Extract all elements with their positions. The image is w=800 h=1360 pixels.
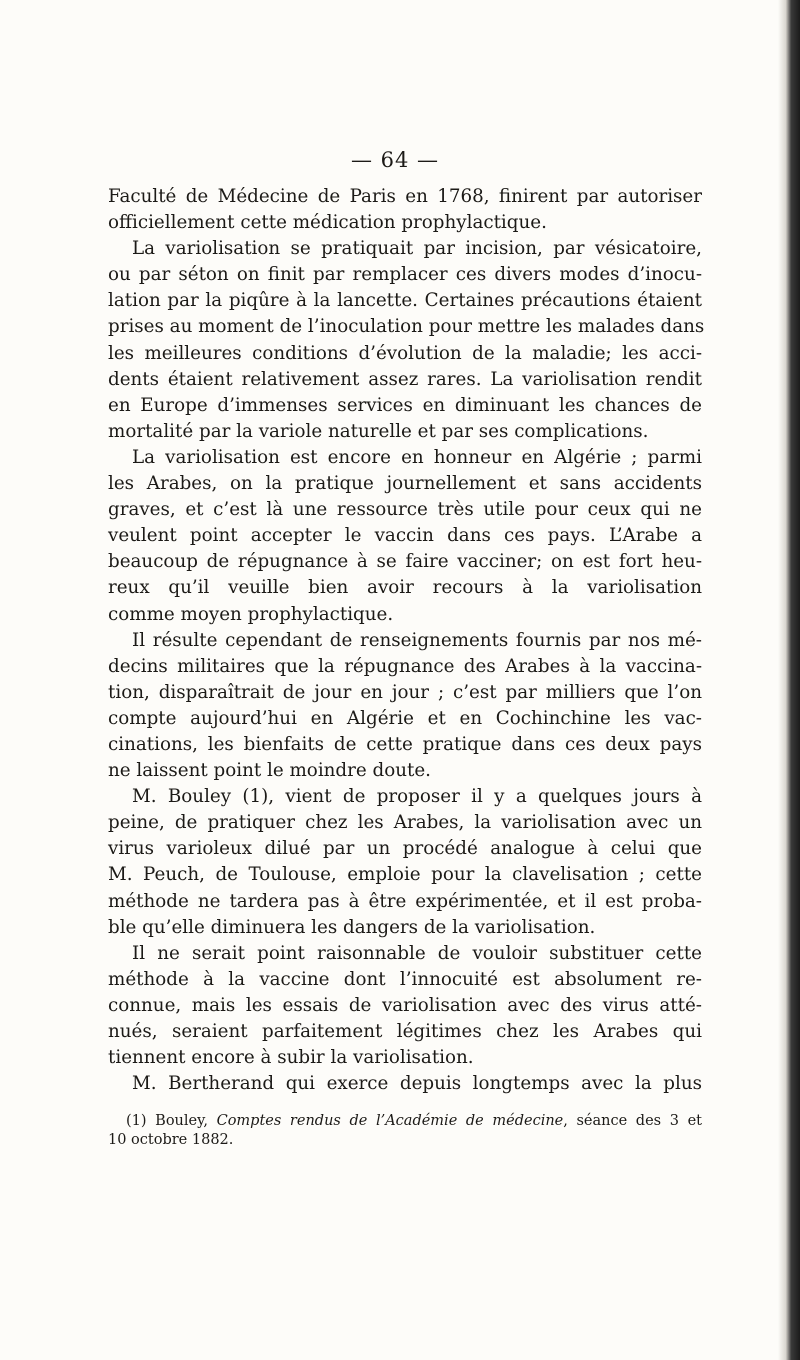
text-line: La variolisation est encore en honneur en Algérie ; parmi [132,446,702,468]
text-line: Il résulte cependant de renseignements fournis par nos mé- [132,629,702,651]
text-line: comme moyen prophylactique. [108,603,394,625]
text-line: La variolisation se pratiquait par incision, par vésicatoire, [132,238,702,260]
text-line: M. Peuch, de Toulouse, emploie pour la clavelisation ; cette [108,864,702,886]
text-line: beaucoup de répugnance à se faire vacciner; on est fort heu- [108,551,702,573]
text-line: méthode à la vaccine dont l’innocuité est absolument re- [108,968,702,990]
text-line: ble qu’elle diminuera les dangers de la variolisation. [108,916,596,938]
text-line: decins militaires que la répugnance des Arabes à la vaccina- [108,655,702,677]
text-line: lation par la piqûre à la lancette. Certaines précautions étaient [108,290,702,312]
text-line: dents étaient relativement assez rares. La variolisation rendit [108,368,702,390]
text-line: méthode ne tardera pas à être expérimentée, et il est proba- [108,890,702,912]
text-line: nués, seraient parfaitement légitimes chez les Arabes qui [108,1021,702,1042]
footnote-rest: , séance des 3 et [563,1113,702,1129]
text-line: cinations, les bienfaits de cette pratique dans ces deux pays [108,733,702,755]
text-line: M. Bertherand qui exerce depuis longtemps avec la plus [132,1073,702,1095]
text-line: graves, et c’est là une ressource très utile pour ceux qui ne [108,499,702,521]
book-spine-edge [778,0,800,1360]
text-line: connue, mais les essais de variolisation avec des virus atté- [108,994,702,1016]
footnote [108,1112,702,1150]
text-line: compte aujourd’hui en Algérie et en Cochinchine les vac- [108,707,702,729]
text-line: les Arabes, on la pratique journellement et sans accidents [108,473,702,495]
page-number: — 64 — [350,148,440,172]
text-line: tiennent encore à subir la variolisation. [108,1047,474,1069]
footnote-line: 10 octobre 1882. [108,1132,234,1148]
text-line: veulent point accepter le vaccin dans ces pays. L’Arabe a [108,525,702,547]
text-line: Faculté de Médecine de Paris en 1768, finirent par autoriser [108,186,702,207]
text-line: peine, de pratiquer chez les Arabes, la variolisation avec un [108,812,702,834]
text-line: en Europe d’immenses services en diminuant les chances de [108,394,702,416]
text-line: prises au moment de l’inoculation pour mettre les malades dans [108,316,705,338]
text-line: Il ne serait point raisonnable de vouloir substituer cette [132,942,702,964]
text-line: ou par séton on finit par remplacer ces divers modes d’inocu- [108,264,702,286]
text-line: officiellement cette médication prophylactique. [108,212,547,234]
text-line: mortalité par la variole naturelle et par ses complications. [108,420,649,442]
footnote-marker: (1) Bouley, [126,1113,217,1129]
text-line: tion, disparaîtrait de jour en jour ; c’est par milliers que l’on [108,681,702,703]
footnote-line [108,1112,702,1131]
body-text [108,184,705,1097]
text-line: ne laissent point le moindre doute. [108,760,431,782]
text-line: reux qu’il veuille bien avoir recours à la variolisation [108,577,702,599]
text-line: M. Bouley (1), vient de proposer il y a quelques jours à [132,786,702,808]
text-line: virus varioleux dilué par un procédé analogue à celui que [108,838,702,860]
text-line: les meilleures conditions d’évolution de la maladie; les acci- [108,342,702,364]
footnote-title: Comptes rendus de l’Académie de médecine [216,1113,564,1129]
